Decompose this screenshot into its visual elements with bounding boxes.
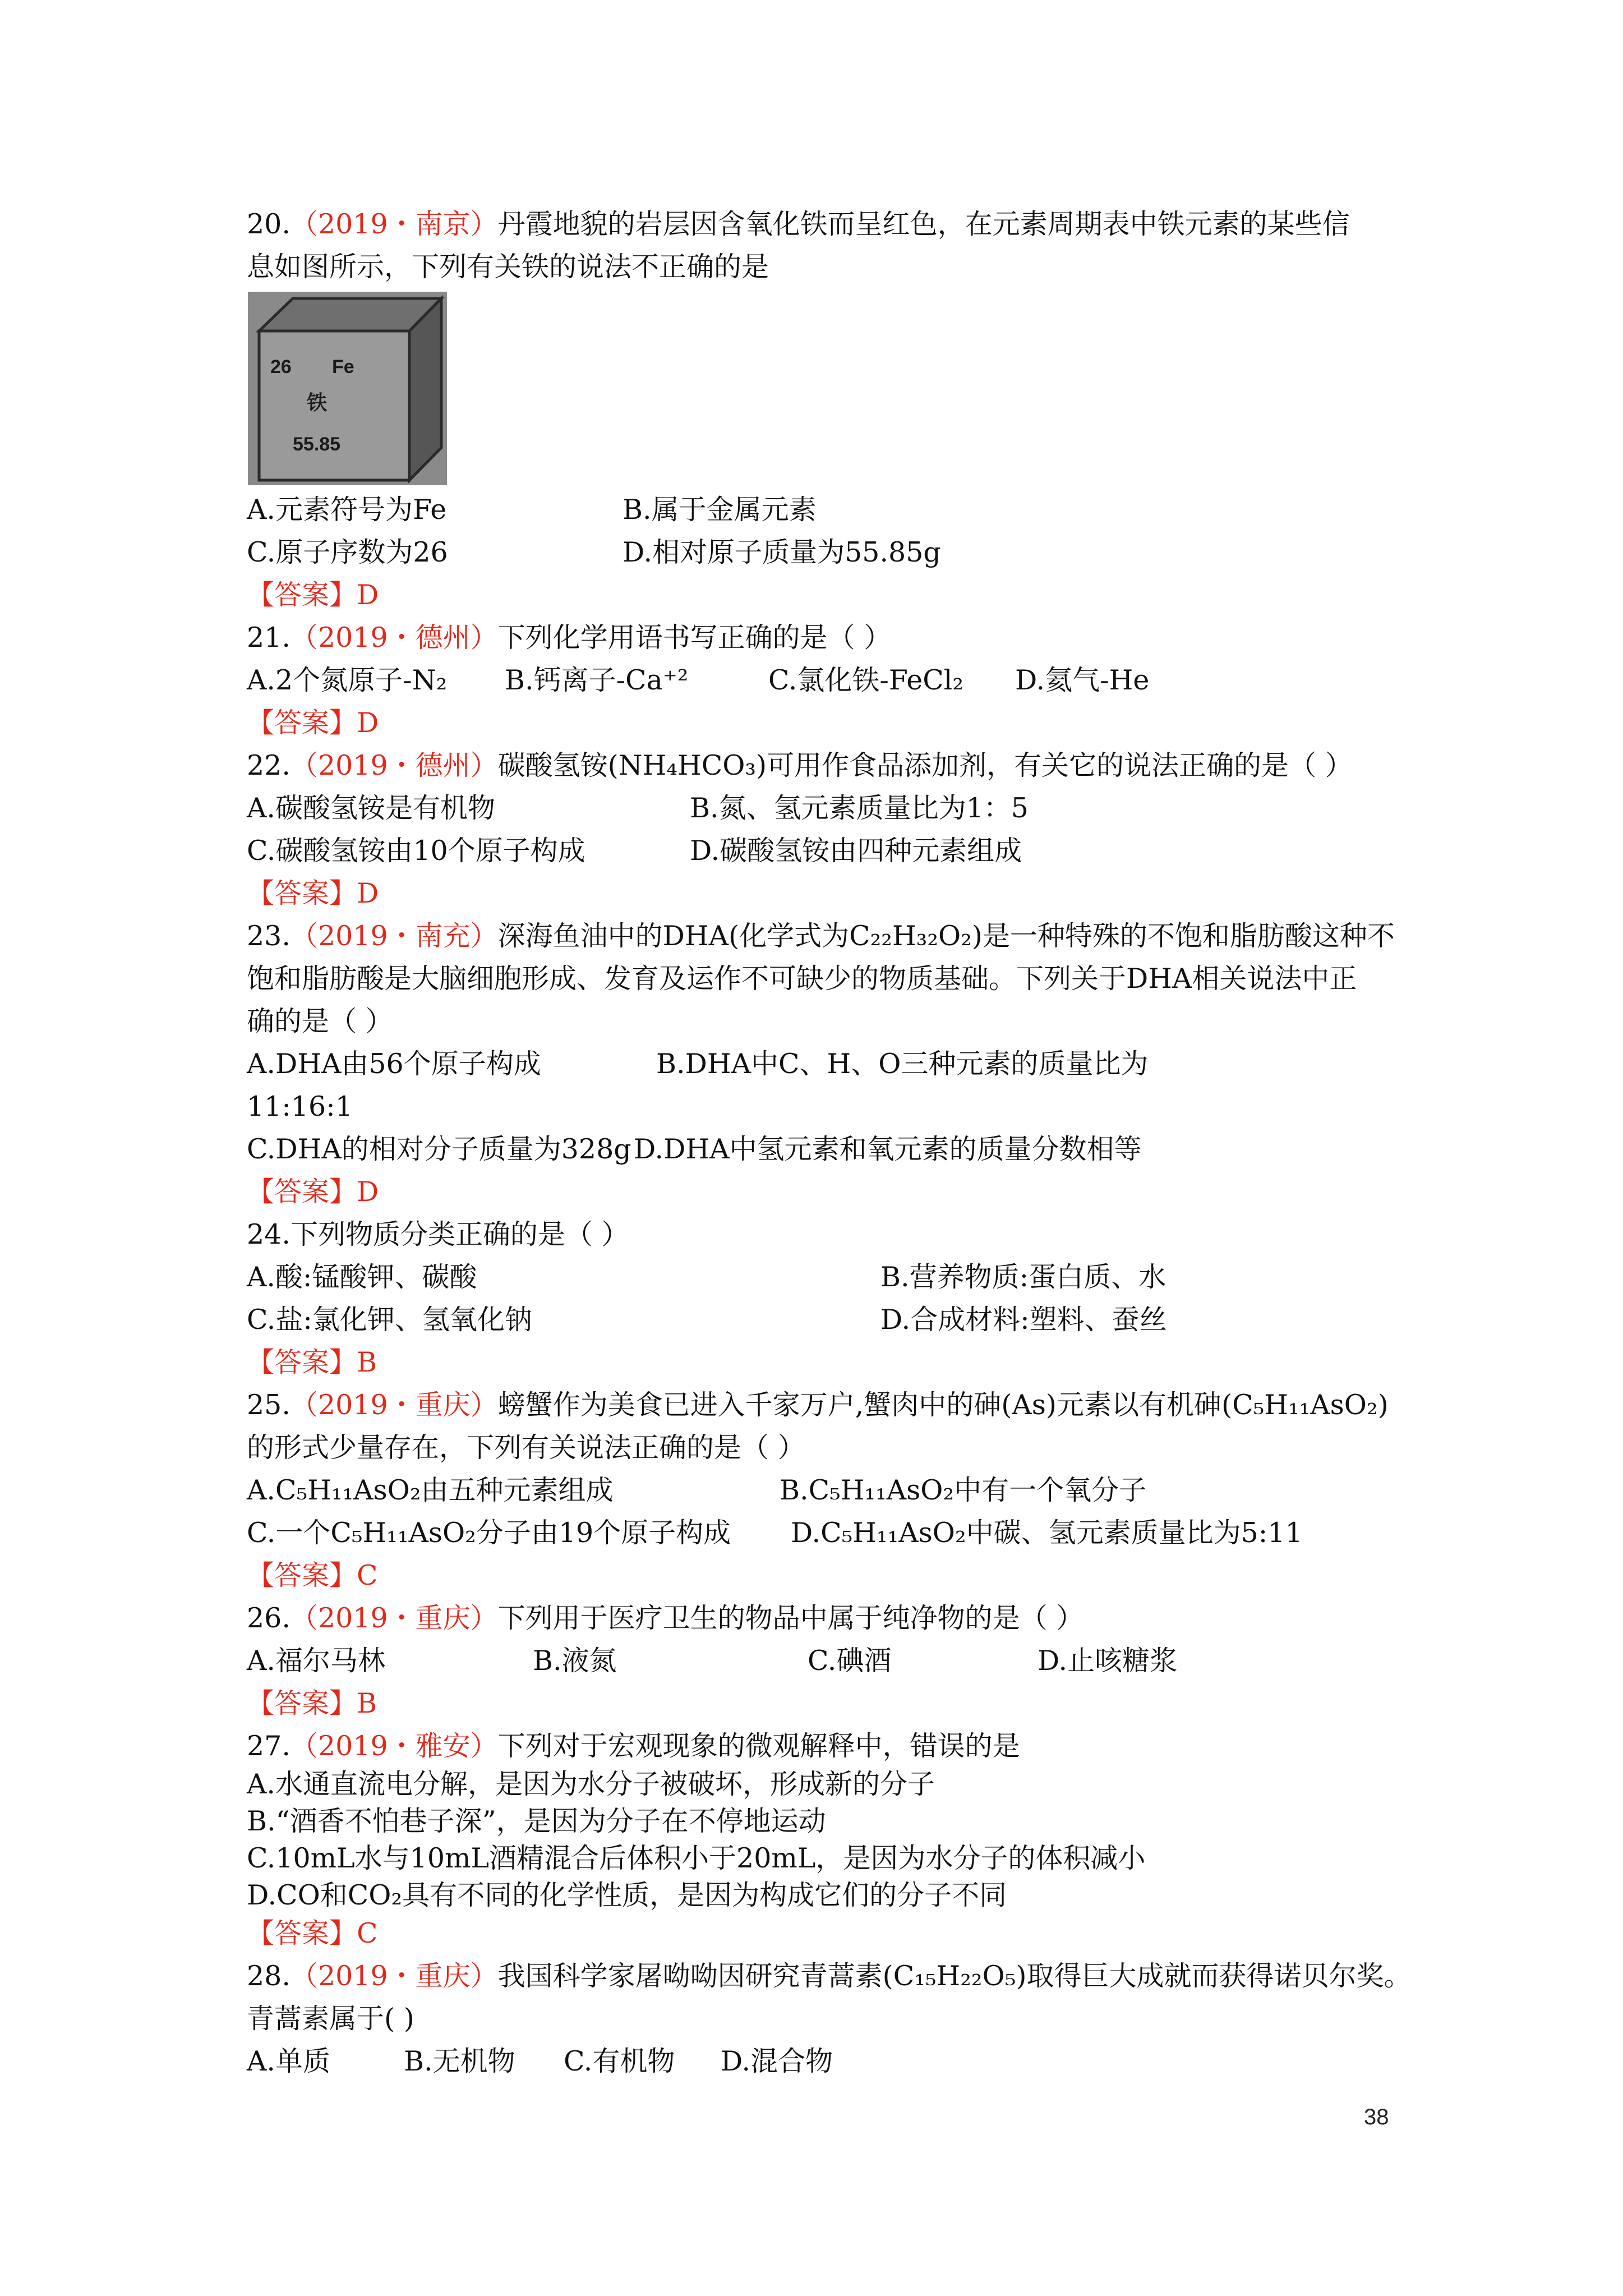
option-d: D.止咳糖浆 [1038,1645,1178,1677]
answer-value: C [357,1917,378,1949]
options-row [247,1763,1391,1800]
question-number: 24. [247,1218,291,1250]
options-row [247,1043,1391,1085]
question-24-line-1 [247,1213,1391,1256]
question-stem: 深海鱼油中的DHA(化学式为C₂₂H₃₂O₂)是一种特殊的不饱和脂肪酸这种不 [497,920,1395,952]
question-stem: 丹霞地貌的岩层因含氧化铁而呈红色，在元素周期表中铁元素的某些信 [497,208,1350,240]
option-a: A.水通直流电分解，是因为水分子被破坏，形成新的分子 [247,1768,935,1800]
question-number: 22. [247,749,291,781]
options-row-continued [247,1085,1391,1128]
question-stem: 息如图所示，下列有关铁的说法不正确的是 [247,251,769,283]
question-20-line-1 [247,203,1391,246]
answer-label: 【答案】 [247,1346,357,1378]
option-b: B.液氮 [533,1645,617,1677]
question-source: （2019・德州） [290,749,498,781]
question-source: （2019・重庆） [290,1602,498,1634]
answer-value: D [357,877,379,909]
question-list [247,203,1412,2083]
answer-value: D [357,707,379,739]
answer-label: 【答案】 [247,1917,357,1949]
option-c: C.10mL水与10mL酒精混合后体积小于20mL，是因为水分子的体积减小 [247,1842,1146,1874]
question-23-line-3 [247,1000,1391,1043]
question-28-line-2 [247,1998,1391,2040]
option-a: A.C₅H₁₁AsO₂由五种元素组成 [247,1474,614,1506]
question-25-line-1 [247,1384,1391,1427]
option-b: B.“酒香不怕巷子深”，是因为分子在不停地运动 [247,1805,826,1837]
question-stem: 下列化学用语书写正确的是（ ） [497,622,892,654]
question-stem: 下列物质分类正确的是（ ） [290,1218,629,1250]
question-number: 25. [247,1389,291,1421]
option-b: B.氮、氢元素质量比为1：5 [690,792,1029,824]
options-row [247,1837,1391,1874]
option-a: A.酸:锰酸钾、碳酸 [247,1261,477,1293]
question-stem: 确的是（ ） [247,1005,393,1037]
options-row [247,1128,1391,1171]
options-row [247,1640,1391,1682]
options-row [247,830,1391,872]
option-b: B.属于金属元素 [623,494,817,526]
answer-line [247,872,1391,915]
option-d: D.相对原子质量为55.85g [623,536,941,568]
answer-value: D [357,1176,379,1208]
answer-line [247,1912,1391,1955]
page-number: 38 [1364,2105,1389,2129]
options-row [247,787,1391,830]
options-row [247,2040,1391,2083]
option-d: D.DHA中氢元素和氧元素的质量分数相等 [634,1133,1142,1165]
option-b: B.营养物质:蛋白质、水 [880,1261,1166,1293]
answer-line [247,1171,1391,1213]
question-26-line-1 [247,1597,1391,1640]
answer-value: B [357,1346,377,1378]
option-b: B.DHA中C、H、O三种元素的质量比为 [656,1048,1149,1080]
answer-line [247,702,1391,744]
question-source: （2019・重庆） [290,1389,498,1421]
question-stem: 饱和脂肪酸是大脑细胞形成、发育及运作不可缺少的物质基础。下列关于DHA相关说法中正 [247,963,1357,995]
question-source: （2019・重庆） [290,1960,498,1992]
question-source: （2019・南京） [290,208,498,240]
question-number: 28. [247,1960,291,1992]
question-stem: 下列用于医疗卫生的物品中属于纯净物的是（ ） [497,1602,1084,1634]
answer-line [247,574,1391,616]
option-b-continued: 11:16:1 [247,1091,353,1122]
question-28-line-1 [247,1955,1412,1998]
question-25-line-2 [247,1427,1391,1469]
element-name: 铁 [307,391,328,415]
options-row [247,531,1391,574]
question-stem: 螃蟹作为美食已进入千家万户,蟹肉中的砷(As)元素以有机砷(C₅H₁₁AsO₂) [497,1389,1389,1421]
options-row [247,1299,1391,1341]
answer-label: 【答案】 [247,877,357,909]
relative-atomic-mass: 55.85 [293,434,341,455]
option-b: B.无机物 [404,2045,515,2077]
options-row [247,489,1391,531]
answer-label: 【答案】 [247,707,357,739]
option-b: B.钙离子-Ca⁺² [505,664,689,696]
option-d: D.CO和CO₂具有不同的化学性质，是因为构成它们的分子不同 [247,1879,1007,1911]
answer-label: 【答案】 [247,1176,357,1208]
option-d: D.氦气-He [1015,664,1150,696]
option-a: A.单质 [247,2045,330,2077]
option-d: D.碳酸氢铵由四种元素组成 [690,835,1022,867]
options-row [247,659,1391,702]
question-stem: 的形式少量存在，下列有关说法正确的是（ ） [247,1432,805,1464]
element-cube-image [248,292,447,485]
option-a: A.元素符号为Fe [247,494,447,526]
option-c: C.一个C₅H₁₁AsO₂分子由19个原子构成 [247,1517,731,1549]
option-c: C.碳酸氢铵由10个原子构成 [247,835,585,867]
options-row [247,1256,1391,1299]
iron-element-card-figure [248,292,447,485]
option-d: D.混合物 [721,2045,833,2077]
question-number: 20. [247,208,291,240]
answer-label: 【答案】 [247,1559,357,1591]
element-symbol: Fe [332,356,354,378]
option-b: B.C₅H₁₁AsO₂中有一个氧分子 [780,1474,1147,1506]
answer-label: 【答案】 [247,579,357,611]
option-c: C.碘酒 [808,1645,892,1677]
atomic-number: 26 [270,356,292,378]
question-20-line-2 [247,246,1391,288]
question-source: （2019・南充） [290,920,498,952]
option-d: D.合成材料:塑料、蚕丝 [880,1304,1167,1336]
question-21-line-1 [247,616,1391,659]
question-number: 27. [247,1730,291,1762]
question-stem: 下列对于宏观现象的微观解释中，错误的是 [497,1730,1020,1762]
option-d: D.C₅H₁₁AsO₂中碳、氢元素质量比为5:11 [791,1517,1303,1549]
answer-value: C [357,1559,378,1591]
answer-value: D [357,579,379,611]
question-22-line-1 [247,744,1391,787]
question-stem: 我国科学家屠呦呦因研究青蒿素(C₁₅H₂₂O₅)取得巨大成就而获得诺贝尔奖。 [497,1960,1412,1992]
question-stem: 碳酸氢铵(NH₄HCO₃)可用作食品添加剂，有关它的说法正确的是（ ） [497,749,1353,781]
question-23-line-1 [247,915,1395,958]
answer-value: B [357,1687,377,1719]
options-row [247,1800,1391,1837]
question-number: 26. [247,1602,291,1634]
option-c: C.有机物 [564,2045,675,2077]
question-number: 21. [247,622,291,654]
question-source: （2019・雅安） [290,1730,498,1762]
options-row [247,1469,1391,1512]
options-row [247,1512,1391,1554]
question-stem: 青蒿素属于( ) [247,2003,414,2035]
question-source: （2019・德州） [290,622,498,654]
answer-line [247,1341,1391,1384]
option-a: A.DHA由56个原子构成 [247,1048,541,1080]
option-c: C.盐:氯化钾、氢氧化钠 [247,1304,532,1336]
option-a: A.福尔马林 [247,1645,385,1677]
answer-line [247,1554,1391,1597]
option-c: C.DHA的相对分子质量为328g [247,1133,631,1165]
question-23-line-2 [247,958,1391,1000]
option-a: A.碳酸氢铵是有机物 [247,792,495,824]
answer-line [247,1682,1391,1725]
option-c: C.原子序数为26 [247,536,448,568]
answer-label: 【答案】 [247,1687,357,1719]
options-row [247,1874,1391,1912]
option-a: A.2个氮原子-N₂ [247,664,448,696]
question-27-line-1 [247,1725,1391,1763]
question-number: 23. [247,920,291,952]
option-c: C.氯化铁-FeCl₂ [768,664,964,696]
